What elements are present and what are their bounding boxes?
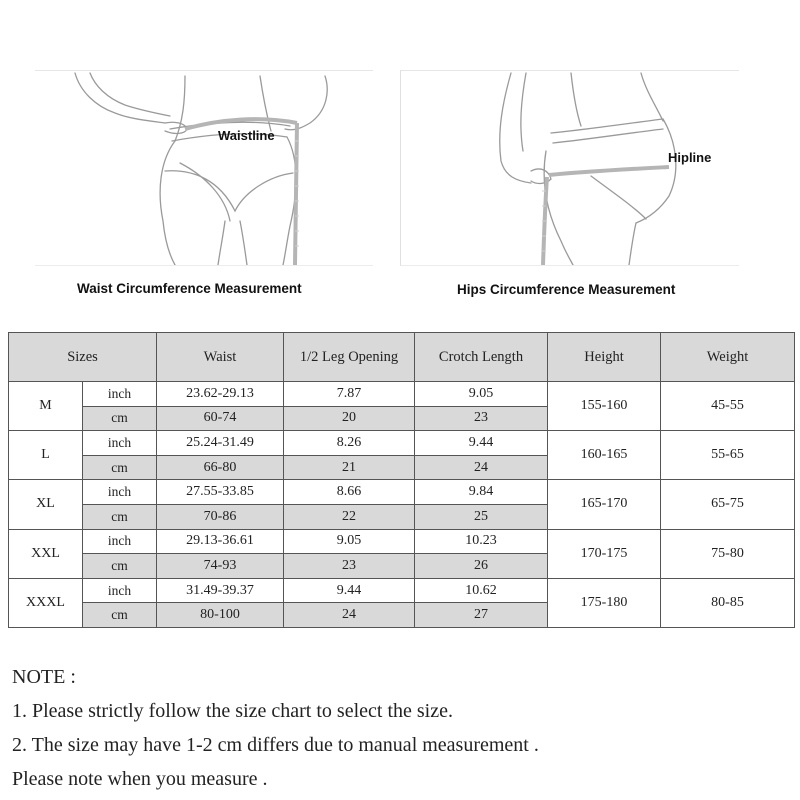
table-row [9, 480, 795, 505]
waist-value: 70-86 [157, 504, 284, 529]
leg-opening-value: 7.87 [284, 382, 415, 407]
leg-opening-value: 22 [284, 504, 415, 529]
height-value: 175-180 [548, 578, 661, 627]
waist-value: 80-100 [157, 603, 284, 628]
height-value: 170-175 [548, 529, 661, 578]
waistline-label: Waistline [218, 128, 275, 143]
waist-measurement-drawing [35, 71, 373, 265]
size-label: XL [9, 480, 83, 529]
weight-value: 80-85 [661, 578, 795, 627]
height-value: 155-160 [548, 382, 661, 431]
unit-label: cm [83, 603, 157, 628]
weight-value: 55-65 [661, 431, 795, 480]
size-chart-table [8, 332, 795, 628]
crotch-length-value: 10.23 [415, 529, 548, 554]
unit-label: inch [83, 480, 157, 505]
table-row [9, 431, 795, 456]
table-row [9, 578, 795, 603]
waist-value: 29.13-36.61 [157, 529, 284, 554]
height-value: 160-165 [548, 431, 661, 480]
leg-opening-value: 8.26 [284, 431, 415, 456]
header-waist: Waist [157, 333, 284, 382]
weight-value: 45-55 [661, 382, 795, 431]
weight-value: 75-80 [661, 529, 795, 578]
unit-label: cm [83, 504, 157, 529]
weight-value: 65-75 [661, 480, 795, 529]
waist-caption: Waist Circumference Measurement [77, 281, 302, 296]
header-sizes: Sizes [9, 333, 157, 382]
crotch-length-value: 9.05 [415, 382, 548, 407]
note-line-2: 2. The size may have 1-2 cm differs due to manual measurement . [12, 734, 539, 756]
notes-section [12, 660, 539, 796]
crotch-length-value: 9.84 [415, 480, 548, 505]
size-label: XXL [9, 529, 83, 578]
crotch-length-value: 27 [415, 603, 548, 628]
leg-opening-value: 9.44 [284, 578, 415, 603]
crotch-length-value: 26 [415, 554, 548, 579]
waist-value: 25.24-31.49 [157, 431, 284, 456]
waist-value: 60-74 [157, 406, 284, 431]
crotch-length-value: 9.44 [415, 431, 548, 456]
notes-title: NOTE : [12, 666, 76, 688]
leg-opening-value: 20 [284, 406, 415, 431]
crotch-length-value: 24 [415, 455, 548, 480]
waist-value: 66-80 [157, 455, 284, 480]
note-line-1: 1. Please strictly follow the size chart to select the size. [12, 700, 453, 722]
waist-measurement-figure [35, 70, 373, 266]
note-line-3: Please note when you measure . [12, 768, 268, 790]
table-row [9, 382, 795, 407]
crotch-length-value: 23 [415, 406, 548, 431]
leg-opening-value: 21 [284, 455, 415, 480]
table-header-row [9, 333, 795, 382]
size-label: L [9, 431, 83, 480]
waist-value: 23.62-29.13 [157, 382, 284, 407]
waist-value: 74-93 [157, 554, 284, 579]
leg-opening-value: 24 [284, 603, 415, 628]
height-value: 165-170 [548, 480, 661, 529]
leg-opening-value: 8.66 [284, 480, 415, 505]
hipline-label: Hipline [668, 150, 712, 165]
unit-label: inch [83, 529, 157, 554]
waist-value: 31.49-39.37 [157, 578, 284, 603]
header-leg-opening: 1/2 Leg Opening [284, 333, 415, 382]
crotch-length-value: 10.62 [415, 578, 548, 603]
leg-opening-value: 9.05 [284, 529, 415, 554]
unit-label: cm [83, 554, 157, 579]
size-label: XXXL [9, 578, 83, 627]
header-height: Height [548, 333, 661, 382]
header-crotch-length: Crotch Length [415, 333, 548, 382]
unit-label: cm [83, 455, 157, 480]
unit-label: inch [83, 382, 157, 407]
table-row [9, 529, 795, 554]
hip-caption: Hips Circumference Measurement [457, 282, 676, 297]
unit-label: inch [83, 431, 157, 456]
waist-value: 27.55-33.85 [157, 480, 284, 505]
unit-label: cm [83, 406, 157, 431]
hip-measurement-drawing [401, 71, 739, 265]
leg-opening-value: 23 [284, 554, 415, 579]
header-weight: Weight [661, 333, 795, 382]
size-label: M [9, 382, 83, 431]
unit-label: inch [83, 578, 157, 603]
hip-measurement-figure [400, 70, 739, 266]
crotch-length-value: 25 [415, 504, 548, 529]
